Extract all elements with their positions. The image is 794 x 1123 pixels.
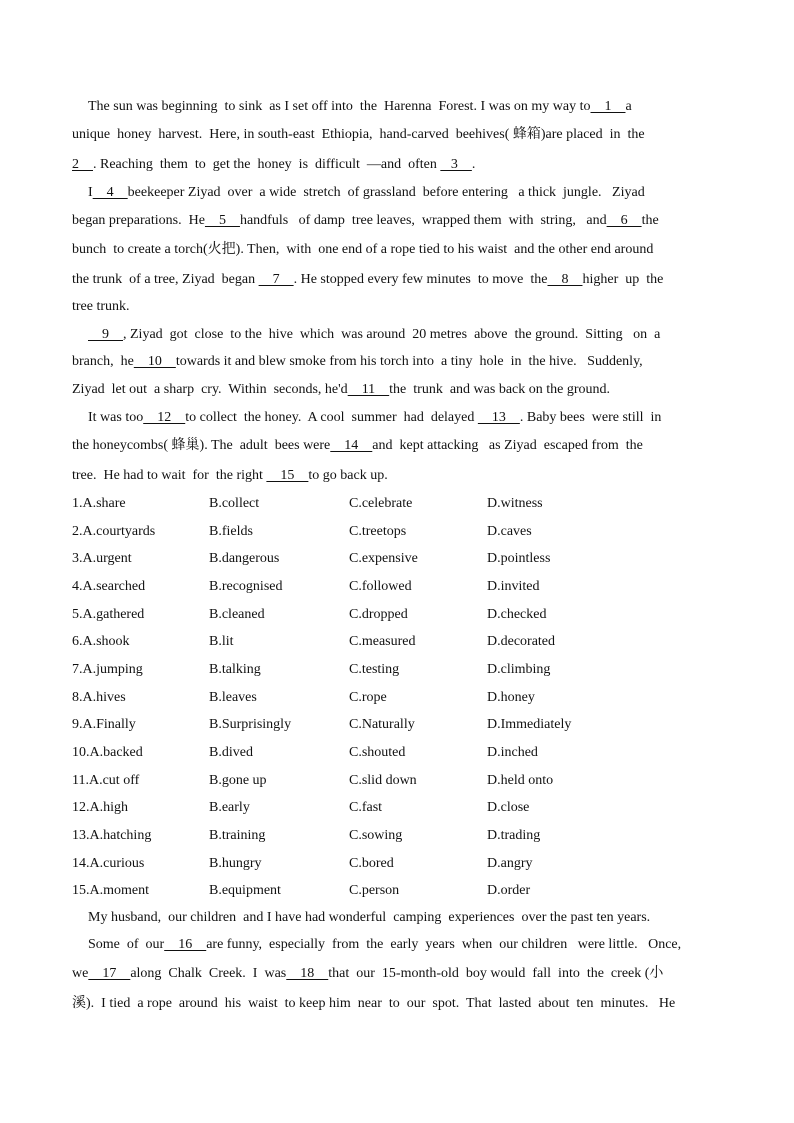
option-c[interactable]: C.bored [349, 855, 394, 871]
option-row [72, 799, 722, 817]
option-c[interactable]: C.fast [349, 800, 383, 816]
passage-line: branch, he 10 towards it and blew smoke from his torch into a tiny hole in the hive. Suddenly, [72, 354, 643, 369]
option-d[interactable]: D.climbing [487, 661, 551, 677]
option-c[interactable]: C.measured [349, 634, 416, 650]
option-d[interactable]: D.close [487, 800, 530, 816]
option-d[interactable]: D.pointless [487, 551, 551, 567]
passage-line: 9 , Ziyad got close to the hive which was around 20 metres above the ground. Sitting on a [88, 327, 661, 342]
option-row [72, 661, 722, 679]
option-d[interactable]: D.order [487, 883, 531, 899]
option-c[interactable]: C.celebrate [349, 496, 413, 511]
option-c[interactable]: C.treetops [349, 523, 407, 539]
option-b[interactable]: B.leaves [209, 689, 257, 705]
answer-blank-4[interactable]: 4 [92, 185, 128, 200]
option-d[interactable]: D.caves [487, 523, 532, 539]
option-row [72, 495, 722, 513]
option-b[interactable]: B.equipment [209, 883, 281, 899]
option-b[interactable]: B.hungry [209, 855, 262, 871]
answer-blank-7[interactable]: 7 [258, 272, 294, 287]
answer-blank-6[interactable]: 6 [606, 213, 642, 228]
option-d[interactable]: D.held onto [487, 772, 554, 788]
option-b[interactable]: B.fields [209, 523, 253, 539]
answer-blank-18[interactable]: 18 [286, 966, 329, 981]
option-c[interactable]: C.dropped [349, 606, 408, 622]
option-a[interactable]: 7.A.jumping [72, 661, 143, 677]
passage-line: My husband, our children and I have had wonderful camping experiences over the past ten years. [88, 910, 651, 925]
option-a[interactable]: 12.A.high [72, 800, 128, 816]
option-d[interactable]: D.angry [487, 855, 533, 871]
option-b[interactable]: B.dangerous [209, 551, 280, 567]
answer-blank-8[interactable]: 8 [547, 272, 583, 287]
option-a[interactable]: 11.A.cut off [72, 772, 140, 788]
answer-blank-15[interactable]: 15 [266, 468, 309, 483]
option-a[interactable]: 3.A.urgent [72, 551, 132, 567]
option-b[interactable]: B.lit [209, 634, 234, 650]
option-c[interactable]: C.followed [349, 579, 412, 594]
option-row [72, 689, 722, 707]
answer-blank-16[interactable]: 16 [164, 937, 207, 952]
option-b[interactable]: B.dived [209, 744, 253, 760]
option-a[interactable]: 15.A.moment [72, 883, 149, 899]
option-c[interactable]: C.shouted [349, 744, 406, 760]
passage-line: I 4 beekeeper Ziyad over a wide stretch of grassland before entering a thick jungle. Ziyad [88, 185, 645, 200]
passage-line: 溪). I tied a rope around his waist to keep him near to our spot. That lasted about ten minutes. He [72, 996, 676, 1011]
passage-line: The sun was beginning to sink as I set off into the Harenna Forest. I was on my way to 1 a [88, 99, 632, 114]
passage-line: Some of our 16 are funny, especially from the early years when our children were little. Once, [88, 937, 682, 952]
passage-line: we 17 along Chalk Creek. I was 18 that our 15-month-old boy would fall into the creek (小 [72, 966, 664, 981]
option-row [72, 523, 722, 541]
option-d[interactable]: D.checked [487, 606, 547, 622]
option-a[interactable]: 1.A.share [72, 496, 126, 511]
option-c[interactable]: C.person [349, 883, 400, 899]
answer-blank-17[interactable]: 17 [88, 966, 131, 981]
option-b[interactable]: B.cleaned [209, 606, 265, 622]
option-row [72, 633, 722, 651]
option-b[interactable]: B.early [209, 800, 250, 816]
option-d[interactable]: D.Immediately [487, 717, 572, 733]
passage-line: Ziyad let out a sharp cry. Within seconds, he'd 11 the trunk and was back on the ground. [72, 382, 611, 397]
option-c[interactable]: C.testing [349, 661, 400, 677]
option-row [72, 744, 722, 762]
answer-blank-11[interactable]: 11 [347, 382, 390, 397]
option-row [72, 606, 722, 624]
option-b[interactable]: B.Surprisingly [209, 717, 292, 733]
option-row [72, 550, 722, 568]
option-d[interactable]: D.decorated [487, 634, 556, 650]
option-b[interactable]: B.talking [209, 661, 261, 677]
option-row [72, 855, 722, 873]
option-a[interactable]: 14.A.curious [72, 855, 145, 871]
option-a[interactable]: 2.A.courtyards [72, 523, 156, 539]
passage-line: began preparations. He 5 handfuls of damp tree leaves, wrapped them with string, and 6 the [72, 213, 659, 228]
option-a[interactable]: 10.A.backed [72, 744, 143, 760]
answer-blank-5[interactable]: 5 [204, 213, 240, 228]
option-c[interactable]: C.rope [349, 689, 387, 705]
option-c[interactable]: C.sowing [349, 827, 403, 843]
option-b[interactable]: B.collect [209, 496, 260, 511]
option-b[interactable]: B.gone up [209, 772, 267, 788]
passage-line: the trunk of a tree, Ziyad began 7 . He stopped every few minutes to move the 8 higher up the [72, 272, 664, 287]
option-row [72, 827, 722, 845]
answer-blank-12[interactable]: 12 [143, 410, 186, 425]
option-c[interactable]: C.slid down [349, 772, 417, 788]
option-row [72, 882, 722, 900]
option-a[interactable]: 8.A.hives [72, 689, 126, 705]
option-a[interactable]: 9.A.Finally [72, 717, 136, 733]
option-a[interactable]: 6.A.shook [72, 634, 130, 650]
answer-blank-9[interactable]: 9 [88, 327, 123, 342]
option-d[interactable]: D.inched [487, 744, 538, 760]
option-row [72, 578, 722, 596]
option-d[interactable]: D.trading [487, 827, 541, 843]
option-d[interactable]: D.honey [487, 689, 535, 705]
passage-line: It was too 12 to collect the honey. A cool summer had delayed 13 . Baby bees were still in [88, 410, 662, 425]
passage-line: bunch to create a torch(火把). Then, with one end of a rope tied to his waist and the other end around [72, 242, 654, 257]
option-a[interactable]: 13.A.hatching [72, 827, 152, 843]
option-row [72, 716, 722, 734]
answer-blank-2[interactable]: 2 [72, 157, 93, 172]
option-d[interactable]: D.invited [487, 579, 540, 594]
option-a[interactable]: 4.A.searched [72, 579, 146, 594]
answer-blank-1[interactable]: 1 [590, 99, 626, 114]
passage-line: tree. He had to wait for the right 15 to go back up. [72, 468, 388, 483]
option-d[interactable]: D.witness [487, 496, 543, 511]
passage-line: 2 . Reaching them to get the honey is difficult —and often 3 . [72, 157, 476, 172]
passage-line: the honeycombs( 蜂巢). The adult bees were 14 and kept attacking as Ziyad escaped from the [72, 438, 643, 453]
answer-blank-14[interactable]: 14 [330, 438, 373, 453]
option-b[interactable]: B.recognised [209, 579, 283, 594]
option-row [72, 772, 722, 790]
answer-blank-3[interactable]: 3 [440, 157, 472, 172]
passage-line: unique honey harvest. Here, in south-east Ethiopia, hand-carved beehives( 蜂箱)are placed in the [72, 127, 645, 142]
answer-blank-13[interactable]: 13 [477, 410, 520, 425]
option-c[interactable]: C.expensive [349, 551, 418, 567]
option-b[interactable]: B.training [209, 827, 266, 843]
passage-line: tree trunk. [72, 299, 130, 314]
option-a[interactable]: 5.A.gathered [72, 606, 145, 622]
answer-blank-10[interactable]: 10 [133, 354, 176, 369]
option-c[interactable]: C.Naturally [349, 717, 415, 733]
